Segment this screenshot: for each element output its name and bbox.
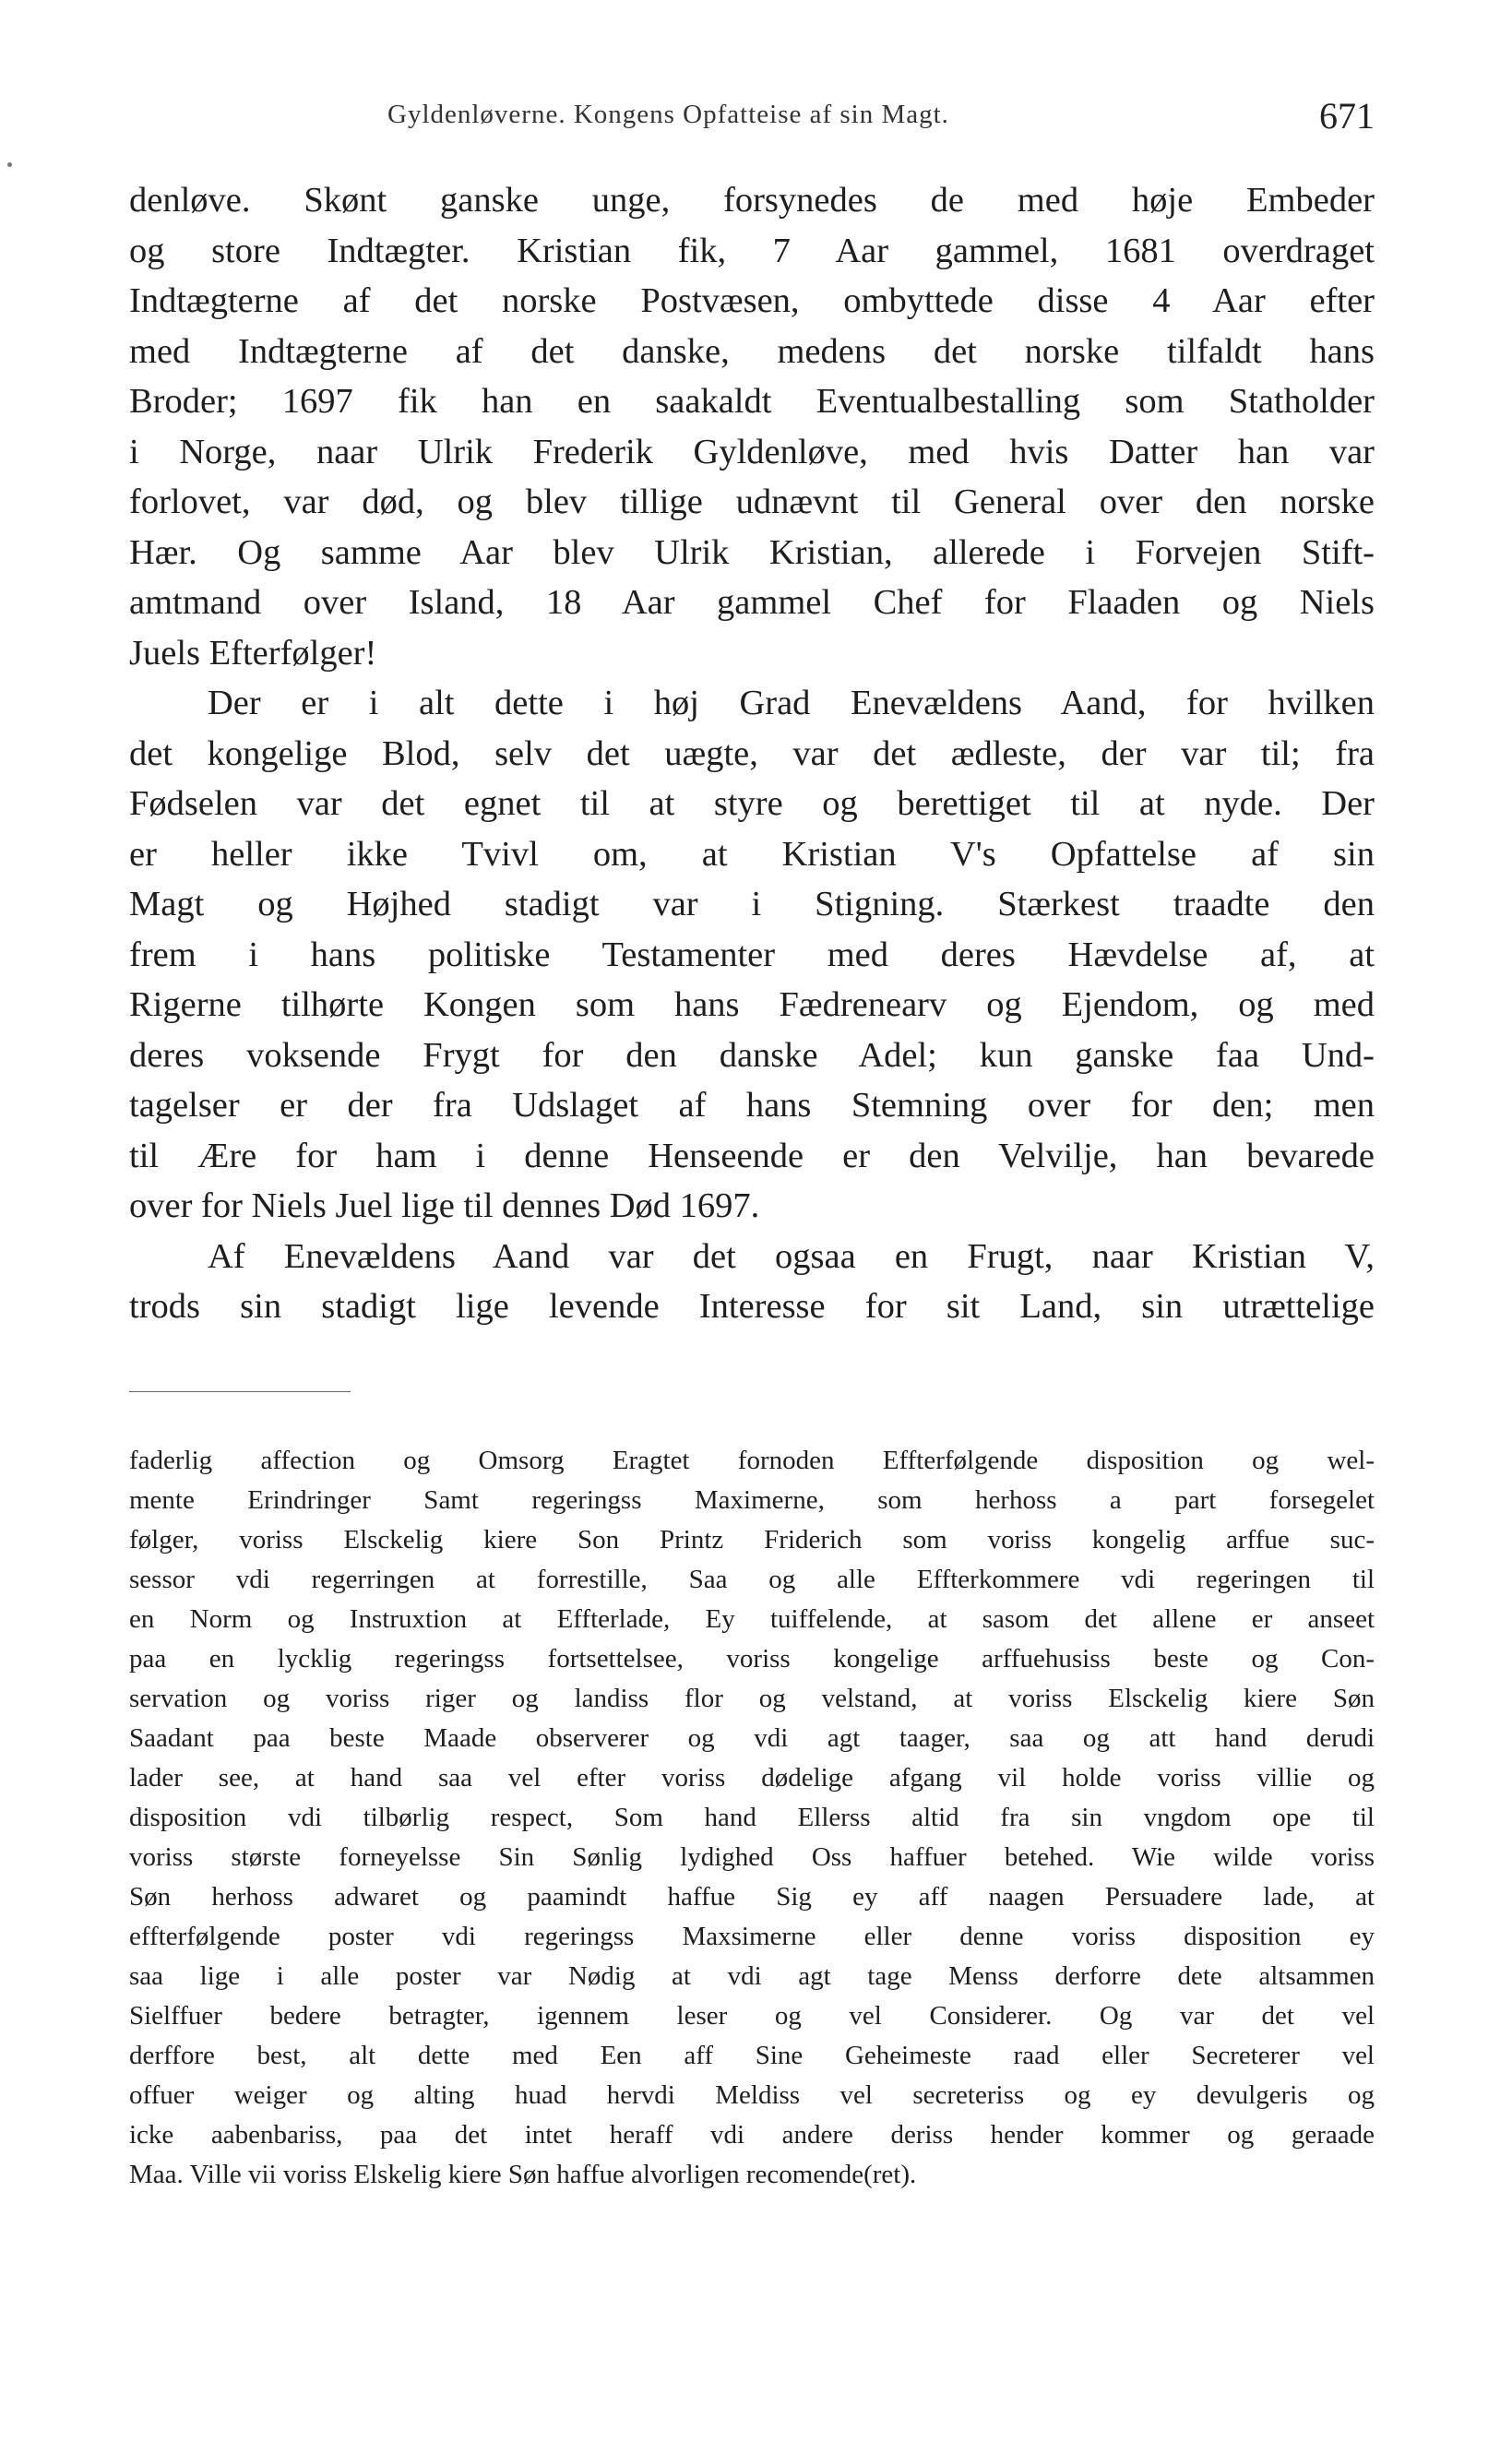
running-head — [129, 92, 1375, 148]
text-line: trods sin stadigt lige levende Interesse for sit Land, sin utrættelige — [129, 1287, 1375, 1326]
footnote-divider — [129, 1391, 351, 1392]
footnote-line: sessor vdi regerringen at forrestille, Saa og alle Effterkommere vdi regeringen til — [129, 1565, 1375, 1594]
text-line: med Indtægterne af det danske, medens det norske tilfaldt hans — [129, 331, 1375, 371]
footnote-line: servation og voriss riger og landiss flor og velstand, at voriss Elsckelig kiere Søn — [129, 1684, 1375, 1713]
footnote-line: faderlig affection og Omsorg Eragtet fornoden Effterfølgende disposition og wel- — [129, 1446, 1375, 1475]
footnote-line: Søn herhoss adwaret og paamindt haffue Sig ey aff naagen Persuadere lade, at — [129, 1882, 1375, 1912]
footnote-line: Sielffuer bedere betragter, igennem leser og vel Considerer. Og var det vel — [129, 2001, 1375, 2031]
margin-dot — [7, 162, 12, 167]
text-line: det kongelige Blod, selv det uægte, var det ædleste, der var til; fra — [129, 733, 1375, 773]
footnote-line: offuer weiger og alting huad hervdi Meldiss vel secreteriss og ey devulgeris og — [129, 2080, 1375, 2110]
text-line: over for Niels Juel lige til dennes Død 1697. — [129, 1186, 760, 1225]
text-line: Hær. Og samme Aar blev Ulrik Kristian, allerede i Forvejen Stift- — [129, 532, 1375, 572]
text-line: amtmand over Island, 18 Aar gammel Chef for Flaaden og Niels — [129, 583, 1375, 622]
paragraph-start-line: Der er i alt dette i høj Grad Enevældens Aand, for hvilken — [208, 684, 1375, 722]
footnote-line: paa en lycklig regeringss fortsettelsee, voriss kongelige arffuehusiss beste og Con- — [129, 1644, 1375, 1674]
text-line: forlovet, var død, og blev tillige udnævnt til General over den norske — [129, 482, 1375, 521]
text-line: Juels Efterfølger! — [129, 633, 377, 673]
footnote-line: icke aabenbariss, paa det intet heraff vdi andere deriss hender kommer og geraade — [129, 2120, 1375, 2150]
text-line: er heller ikke Tvivl om, at Kristian V's Opfattelse af sin — [129, 834, 1375, 874]
text-line: Magt og Højhed stadigt var i Stigning. Stærkest traadte den — [129, 885, 1375, 923]
text-line: Fødselen var det egnet til at styre og berettiget til at nyde. Der — [129, 784, 1375, 823]
footnote-line: saa lige i alle poster var Nødig at vdi agt tage Menss derforre dete altsammen — [129, 1961, 1375, 1991]
footnote-line: Maa. Ville vii voriss Elskelig kiere Søn haffue alvorligen recomende(ret). — [129, 2160, 917, 2189]
text-line: tagelser er der fra Udslaget af hans Stemning over for den; men — [129, 1086, 1375, 1125]
footnote-line: disposition vdi tilbørlig respect, Som hand Ellerss altid fra sin vngdom ope til — [129, 1803, 1375, 1832]
footnote-line: derffore best, alt dette med Een aff Sine Geheimeste raad eller Secreterer vel — [129, 2041, 1375, 2070]
text-line: til Ære for ham i denne Henseende er den Velvilje, han bevarede — [129, 1136, 1375, 1175]
footnote-line: voriss største forneyelsse Sin Sønlig lydighed Oss haffuer betehed. Wie wilde voriss — [129, 1842, 1375, 1872]
text-line: Rigerne tilhørte Kongen som hans Fædrenearv og Ejendom, og med — [129, 985, 1375, 1024]
text-line: frem i hans politiske Testamenter med deres Hævdelse af, at — [129, 935, 1375, 974]
footnote-line: Saadant paa beste Maade observerer og vdi agt taager, saa og att hand derudi — [129, 1723, 1375, 1753]
text-line: deres voksende Frygt for den danske Adel; kun ganske faa Und- — [129, 1035, 1375, 1075]
text-line: Indtægterne af det norske Postvæsen, ombyttede disse 4 Aar efter — [129, 281, 1375, 320]
footnote — [129, 1441, 1375, 2195]
footnote-line: følger, voriss Elsckelig kiere Son Printz Friderich som voriss kongelig arffue suc- — [129, 1525, 1375, 1555]
paragraph-start-line: Af Enevældens Aand var det ogsaa en Frugt, naar Kristian V, — [208, 1236, 1375, 1276]
footnote-line: effterfølgende poster vdi regeringss Maxsimerne eller denne voriss disposition ey — [129, 1922, 1375, 1951]
text-line: denløve. Skønt ganske unge, forsynedes de med høje Embeder — [129, 181, 1375, 220]
page-number: 671 — [1319, 95, 1375, 137]
text-line: Broder; 1697 fik han en saakaldt Eventualbestalling som Statholder — [129, 382, 1375, 421]
footnote-line: mente Erindringer Samt regeringss Maximerne, som herhoss a part forsegelet — [129, 1485, 1375, 1515]
running-title: Gyldenløverne. Kongens Opfatteise af sin Magt. — [387, 100, 949, 129]
main-text — [129, 175, 1375, 1332]
footnote-line: lader see, at hand saa vel efter voriss dødelige afgang vil holde voriss villie og — [129, 1763, 1375, 1793]
footnote-line: en Norm og Instruxtion at Effterlade, Ey tuiffelende, at sasom det allene er anseet — [129, 1604, 1375, 1634]
text-line: i Norge, naar Ulrik Frederik Gyldenløve, med hvis Datter han var — [129, 432, 1375, 471]
text-line: og store Indtægter. Kristian fik, 7 Aar gammel, 1681 overdraget — [129, 231, 1375, 270]
